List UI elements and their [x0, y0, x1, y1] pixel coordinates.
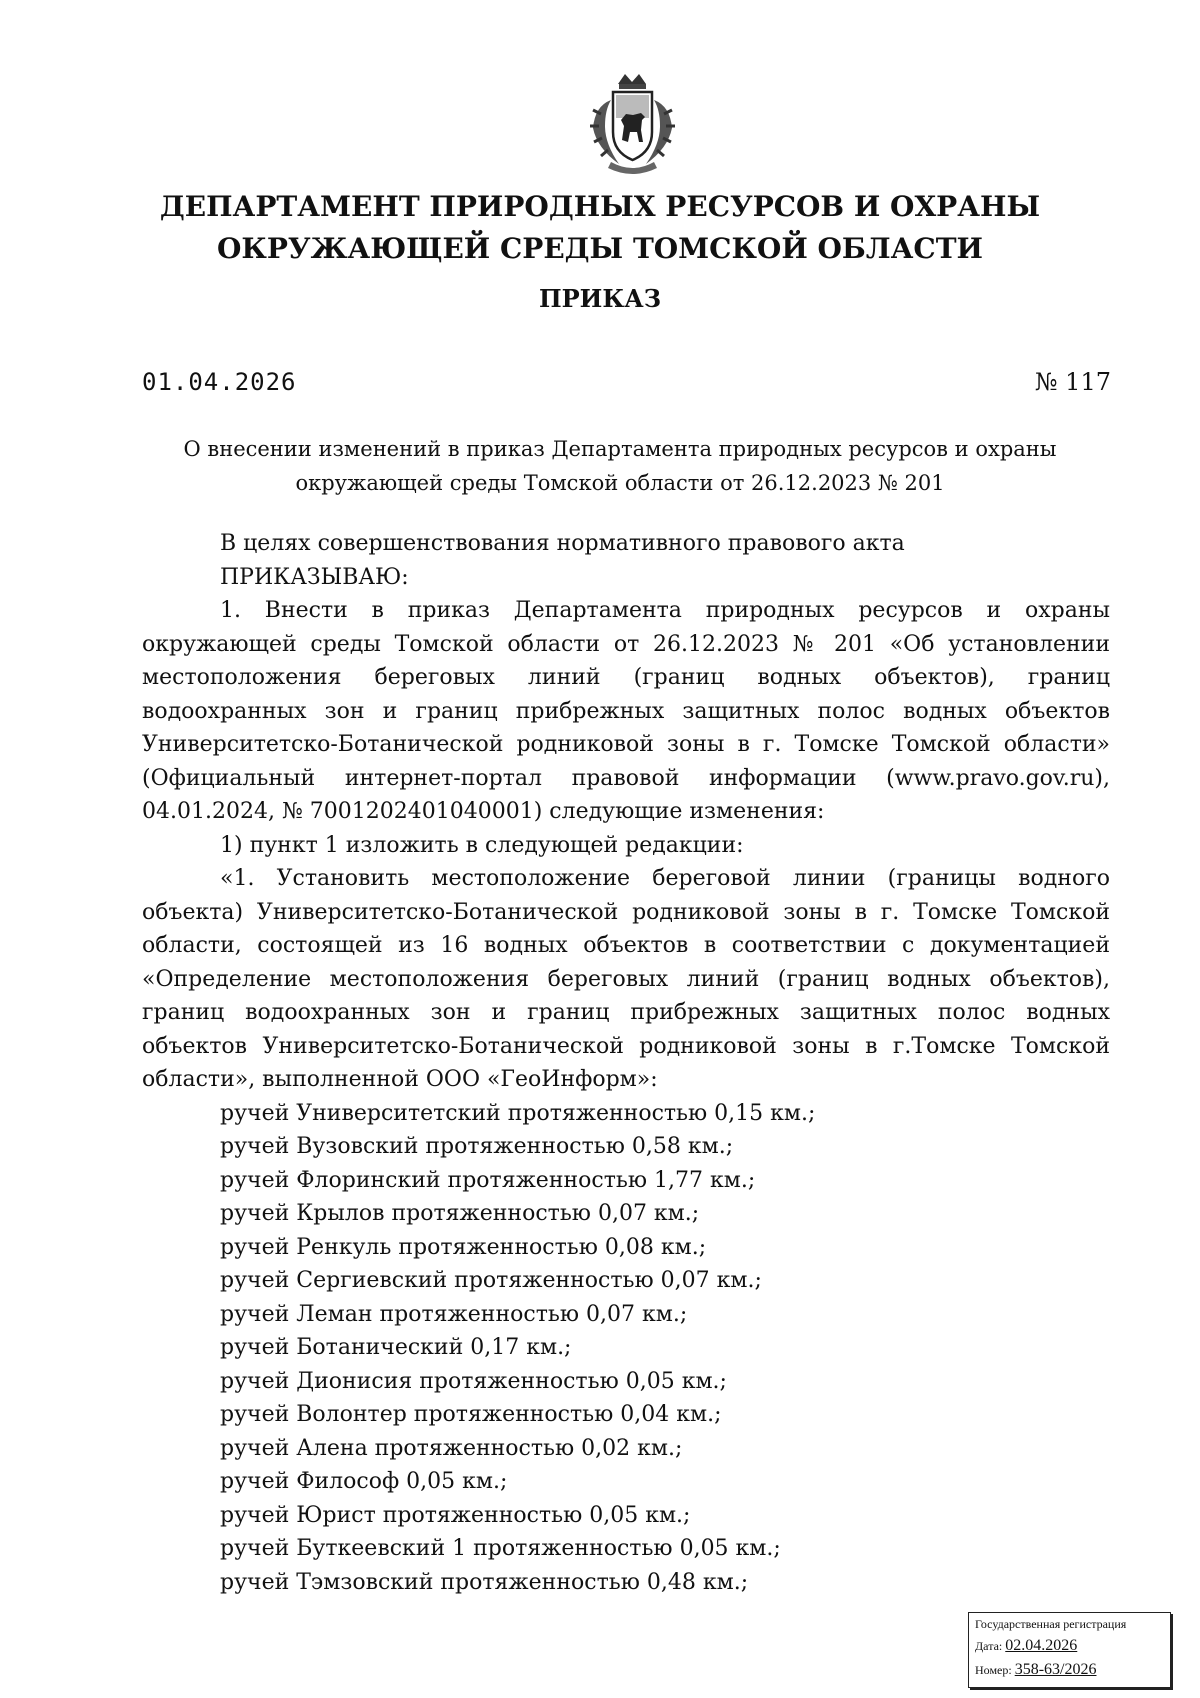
streams-list [142, 1097, 1110, 1600]
organization-title-line2: ОКРУЖАЮЩЕЙ СРЕДЫ ТОМСКОЙ ОБЛАСТИ [217, 232, 983, 265]
list-item: ручей Крылов протяженностью 0,07 км.; [220, 1201, 700, 1226]
purpose-paragraph: В целях совершенствования нормативного правового акта [220, 531, 905, 556]
registration-stamp [968, 1612, 1171, 1688]
list-item: ручей Университетский протяженностью 0,15 км.; [220, 1100, 816, 1126]
subject-line2: окружающей среды Томской области от 26.12.2023 № 201 [295, 471, 945, 495]
list-item: ручей Алена протяженностью 0,02 км.; [220, 1435, 683, 1461]
document-type: ПРИКАЗ [538, 284, 662, 313]
registration-number-label: Номер: [975, 1663, 1012, 1677]
document-number: № 117 [1034, 368, 1111, 396]
registration-title: Государственная регистрация [975, 1617, 1127, 1631]
document-date: 01.04.2026 [142, 368, 297, 396]
list-item: ручей Леман протяженностью 0,07 км.; [220, 1301, 688, 1327]
document-body [142, 527, 1110, 1599]
list-item: ручей Дионисия протяженностью 0,05 км.; [220, 1368, 727, 1394]
registration-date-label: Дата: [975, 1639, 1003, 1653]
list-item: ручей Волонтер протяженностью 0,04 км.; [220, 1402, 722, 1427]
organization-title [0, 186, 1200, 270]
list-item: ручей Буткеевский 1 протяженностью 0,05 км.; [220, 1536, 781, 1561]
item-1-paragraph: 1. Внести в приказ Департамента природных ресурсов и охраны окружающей среды Томской области от 26.12.2023 № 201 «Об установлении местоположения береговых линий (границ водных объектов), границ водоохранных зон и границ прибрежных защитных полос водных объектов Университетско-Ботанической родниковой зоны в г. Томске Томской области» (Официальный интернет-портал правовой информации (www.pravo.gov.ru), 04.01.2024, № 7001202401040001) следующие изменения: [142, 598, 1110, 824]
order-word: ПРИКАЗЫВАЮ: [220, 564, 409, 590]
list-item: ручей Ботанический 0,17 км.; [220, 1335, 572, 1360]
list-item: ручей Сергиевский протяженностью 0,07 км.; [220, 1268, 762, 1293]
list-item: ручей Юрист протяженностью 0,05 км.; [220, 1502, 691, 1528]
subject-line1: О внесении изменений в приказ Департамента природных ресурсов и охраны [183, 437, 1057, 461]
registration-date-value: 02.04.2026 [1005, 1637, 1078, 1654]
registration-number-value: 358-63/2026 [1014, 1661, 1097, 1678]
coat-of-arms-icon [575, 70, 690, 180]
list-item: ручей Флоринский протяженностью 1,77 км.; [220, 1167, 756, 1193]
list-item: ручей Вузовский протяженностью 0,58 км.; [220, 1134, 734, 1159]
registration-number-row [975, 1658, 1164, 1682]
organization-title-line1: ДЕПАРТАМЕНТ ПРИРОДНЫХ РЕСУРСОВ И ОХРАНЫ [159, 190, 1041, 223]
list-item: ручей Философ 0,05 км.; [220, 1469, 508, 1494]
registration-date-row [975, 1634, 1164, 1658]
document-subject [140, 432, 1100, 500]
subitem-1-paragraph: 1) пункт 1 изложить в следующей редакции: [220, 832, 744, 858]
list-item: ручей Ренкуль протяженностью 0,08 км.; [220, 1234, 707, 1260]
quoted-point-paragraph: «1. Установить местоположение береговой линии (границы водного объекта) Университетско-Ботанической родниковой зоны в г. Томске Томской области, состоящей из 16 водных объектов в соответствии с документацией «Определение местоположения береговых линий (границ водных объектов), границ водоохранных зон и границ прибрежных защитных полос водных объектов Университетско-Ботанической родниковой зоны в г.Томске Томской области», выполненной ООО «ГеоИнформ»: [142, 866, 1110, 1092]
list-item: ручей Тэмзовский протяженностью 0,48 км.; [220, 1569, 749, 1595]
